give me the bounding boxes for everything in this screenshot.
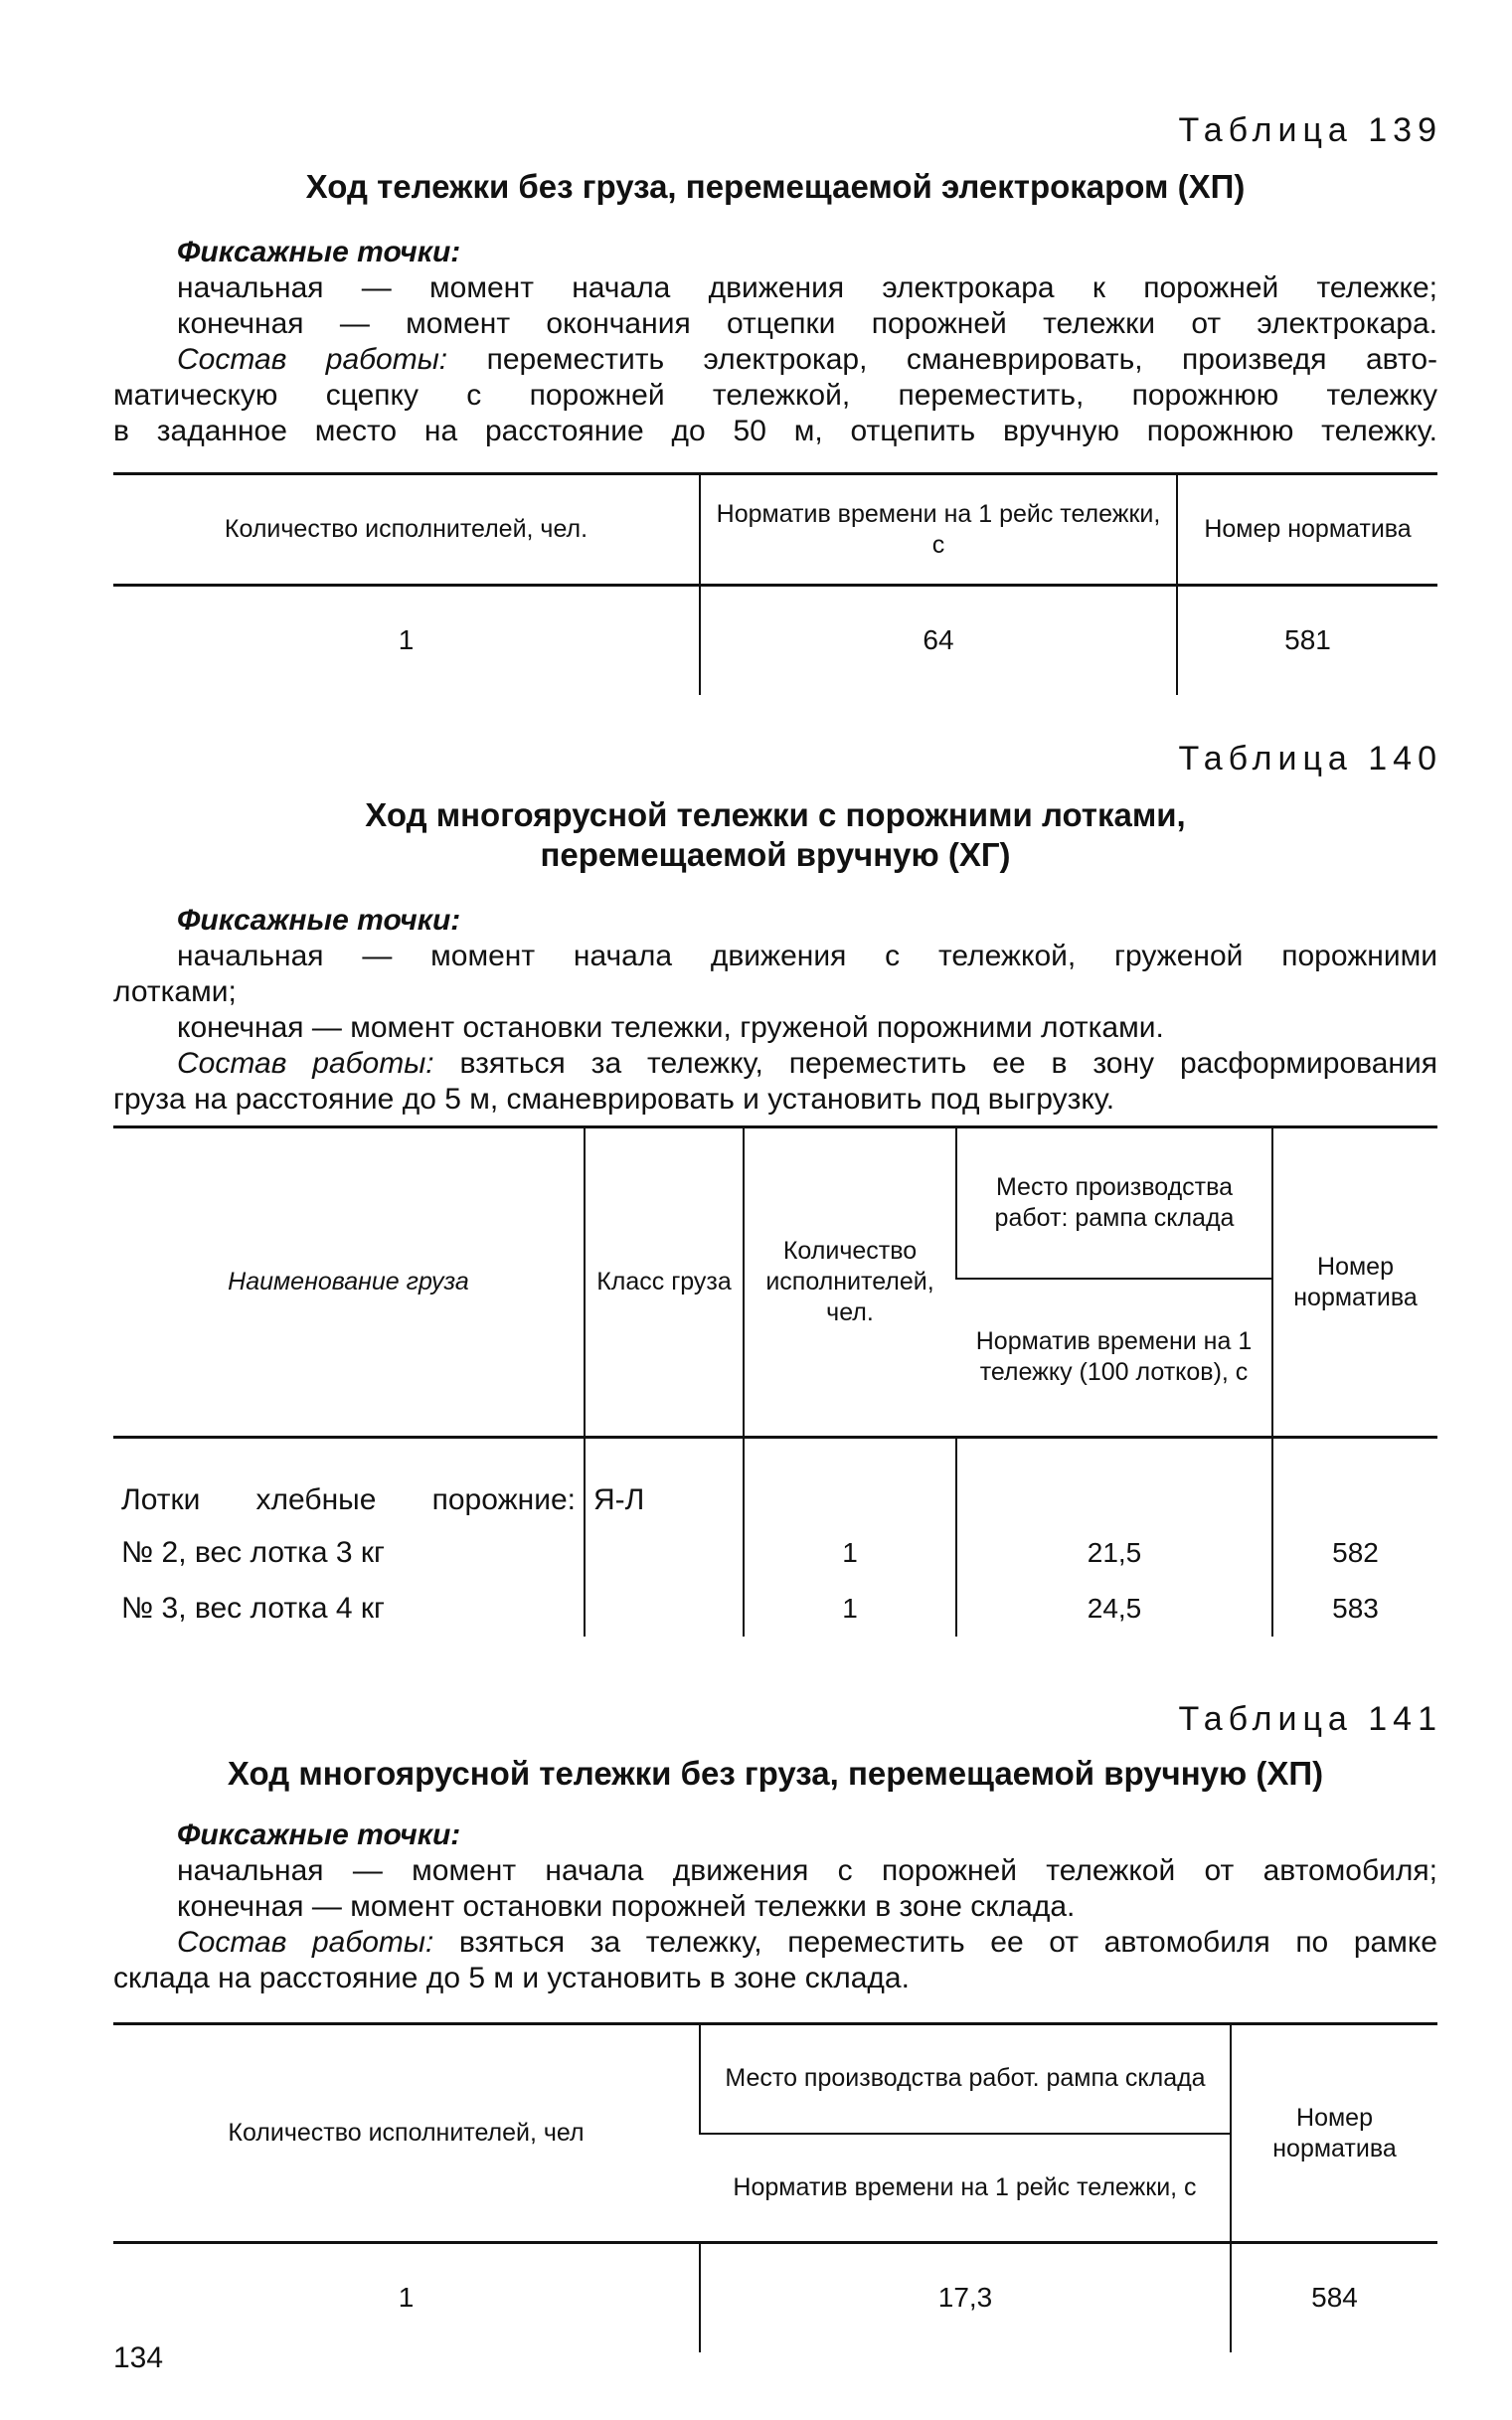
header-cargo-name: Наименование груза: [113, 1127, 585, 1438]
table-141-description: [113, 1817, 1437, 1996]
table-139-title: Ход тележки без груза, перемещаемой электрокаром (ХП): [305, 168, 1246, 205]
cell-norm-time: 64: [700, 586, 1177, 695]
table-141-title: Ход многоярусной тележки без груза, перемещаемой вручную (ХП): [227, 1755, 1324, 1792]
cell-norm-number: 582: [1272, 1525, 1437, 1581]
page-number: 134: [113, 2341, 164, 2374]
work-line-3: в заданное место на расстояние до 50 м, отцепить вручную порожнюю тележку.: [113, 415, 1437, 447]
table-139-description: [113, 235, 1437, 449]
work-line-1: Состав работы: переместить электрокар, сманеврировать, произведя авто-: [177, 343, 1437, 376]
cell-norm-time: 24,5: [956, 1581, 1272, 1637]
cell-cargo-group: Лотки хлебные порожние:: [121, 1482, 576, 1516]
cell-cargo-class: Я-Л: [585, 1438, 744, 1525]
header-norm-number: Номер норматива: [1272, 1127, 1437, 1438]
cell-norm-number: 584: [1231, 2243, 1437, 2352]
work-line-2: склада на расстояние до 5 м и установить в зоне склада.: [113, 1962, 910, 1994]
header-norm-time: Норматив времени на 1 тележку (100 лотков), с: [956, 1279, 1272, 1438]
table-139: [113, 472, 1437, 695]
start-point-line: начальная — момент начала движения электрокара к порожней тележке;: [177, 271, 1437, 304]
table-row: [113, 586, 1437, 695]
header-workers: Количество исполнителей, чел.: [744, 1127, 956, 1438]
work-line-1: Состав работы: взяться за тележку, переместить ее от автомобиля по рамке: [177, 1926, 1437, 1959]
start-point-line: начальная — момент начала движения с тележкой, груженой порожними: [177, 940, 1437, 972]
table-139-label: Таблица 139: [1178, 111, 1442, 149]
header-work-place: Место производства работ: рампа склада: [956, 1127, 1272, 1279]
table-group-row: [113, 1438, 1437, 1525]
end-point-line: конечная — момент остановки тележки, груженой порожними лотками.: [177, 1011, 1164, 1044]
end-point-line: конечная — момент окончания отцепки порожней тележки от электрокара.: [177, 307, 1437, 340]
header-norm-number: Номер норматива: [1177, 474, 1437, 586]
end-point-line: конечная — момент остановки порожней тележки в зоне склада.: [177, 1890, 1076, 1923]
header-norm-time: Норматив времени на 1 рейс тележки, с: [700, 474, 1177, 586]
header-work-place: Место производства работ. рампа склада: [700, 2024, 1231, 2134]
table-row: [113, 1581, 1437, 1637]
fixation-heading: Фиксажные точки:: [177, 904, 461, 937]
work-line-2: матическую сцепку с порожней тележкой, переместить, порожнюю тележку: [113, 379, 1437, 412]
cell-workers: 1: [398, 624, 415, 656]
table-140-label: Таблица 140: [1178, 740, 1442, 778]
header-norm-number: Номер норматива: [1231, 2024, 1437, 2243]
table-140: [113, 1125, 1437, 1637]
cell-cargo: № 3, вес лотка 4 кг: [121, 1591, 385, 1625]
cell-norm-number: 583: [1272, 1581, 1437, 1637]
fixation-heading: Фиксажные точки:: [177, 1818, 461, 1851]
header-workers: Количество исполнителей, чел: [113, 2024, 700, 2243]
cell-norm-number: 581: [1177, 586, 1437, 695]
table-141: [113, 2022, 1437, 2352]
work-line-2: груза на расстояние до 5 м, сманеврировать и установить под выгрузку.: [113, 1083, 1115, 1116]
table-row: [113, 2243, 1437, 2352]
start-point-line-cont: лотками;: [113, 975, 237, 1008]
header-norm-time: Норматив времени на 1 рейс тележки, с: [700, 2134, 1231, 2243]
table-140-title: Ход многоярусной тележки с порожними лотками, перемещаемой вручную (ХГ): [365, 796, 1186, 873]
header-workers: Количество исполнителей, чел.: [113, 474, 700, 586]
cell-workers: 1: [398, 2282, 415, 2314]
cell-norm-time: 21,5: [956, 1525, 1272, 1581]
cell-norm-time: 17,3: [700, 2243, 1231, 2352]
fixation-heading: Фиксажные точки:: [177, 236, 461, 268]
table-row: [113, 1525, 1437, 1581]
table-141-label: Таблица 141: [1178, 1700, 1442, 1738]
cell-cargo: № 2, вес лотка 3 кг: [121, 1535, 385, 1569]
work-line-1: Состав работы: взяться за тележку, переместить ее в зону расформирования: [177, 1047, 1437, 1080]
cell-workers: 1: [744, 1581, 956, 1637]
cell-workers: 1: [744, 1525, 956, 1581]
start-point-line: начальная — момент начала движения с порожней тележкой от автомобиля;: [177, 1854, 1437, 1887]
header-cargo-class: Класс груза: [585, 1127, 744, 1438]
table-140-description: [113, 903, 1437, 1118]
